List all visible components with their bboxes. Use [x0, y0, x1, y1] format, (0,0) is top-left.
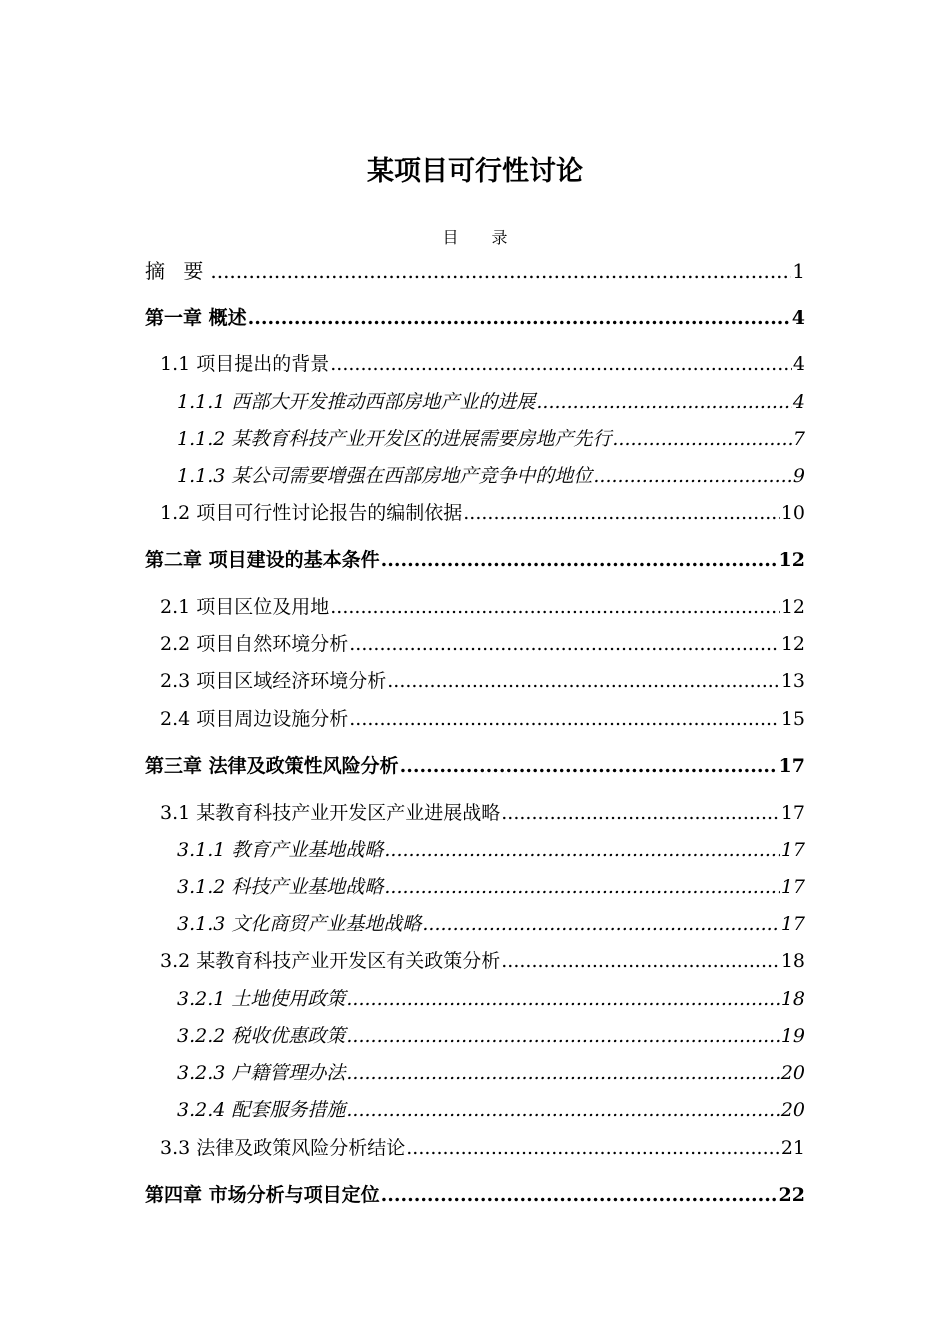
toc-entry-subsection[interactable]: 3.1.2 科技产业基地战略 ..... 17	[177, 872, 805, 902]
toc-entry-section[interactable]: 2.1 项目区位及用地 ..... 12	[160, 592, 805, 622]
toc-entry-chapter-1[interactable]: 第一章 概述 ..... 4	[145, 303, 805, 333]
dot-leader	[346, 1095, 779, 1125]
toc-entry-chapter-2[interactable]: 第二章 项目建设的基本条件 ..... 12	[145, 545, 805, 575]
dot-leader	[422, 909, 779, 939]
dot-leader	[384, 835, 779, 865]
toc-entry-subsection[interactable]: 1.1.1 西部大开发推动西部房地产业的进展 ..... 4	[177, 387, 805, 417]
toc-entry-section[interactable]: 2.2 项目自然环境分析 ..... 12	[160, 629, 805, 659]
dot-leader	[501, 798, 780, 828]
dot-leader	[384, 872, 779, 902]
toc-heading: 目 录	[442, 228, 522, 247]
toc-entry-section[interactable]: 1.2 项目可行性讨论报告的编制依据 ..... 10	[160, 498, 805, 528]
dot-leader	[330, 592, 780, 622]
toc-entry-subsection[interactable]: 3.2.3 户籍管理办法 ..... 20	[177, 1058, 805, 1088]
dot-leader	[381, 1180, 778, 1210]
toc-entry-chapter-3[interactable]: 第三章 法律及政策性风险分析 ..... 17	[145, 751, 805, 781]
dot-leader	[501, 946, 780, 976]
toc-entry-abstract[interactable]: 摘 要 ..... 1	[145, 256, 805, 286]
document-title: 某项目可行性讨论	[367, 156, 583, 187]
dot-leader	[381, 545, 778, 575]
toc-entry-subsection[interactable]: 3.2.2 税收优惠政策 ..... 19	[177, 1021, 805, 1051]
dot-leader	[346, 1058, 779, 1088]
toc-entry-subsection[interactable]: 3.1.3 文化商贸产业基地战略 ..... 17	[177, 909, 805, 939]
toc-entry-subsection[interactable]: 1.1.3 某公司需要增强在西部房地产竞争中的地位 ..... 9	[177, 461, 805, 491]
dot-leader	[210, 256, 791, 286]
dot-leader	[330, 349, 792, 379]
dot-leader	[349, 629, 780, 659]
toc-entry-section[interactable]: 2.4 项目周边设施分析 ..... 15	[160, 704, 805, 734]
dot-leader	[349, 704, 780, 734]
dot-leader	[400, 751, 778, 781]
dot-leader	[612, 424, 792, 454]
toc-entry-subsection[interactable]: 3.2.1 土地使用政策 ..... 18	[177, 984, 805, 1014]
toc-entry-subsection[interactable]: 1.1.2 某教育科技产业开发区的进展需要房地产先行 ..... 7	[177, 424, 805, 454]
dot-leader	[248, 303, 791, 333]
dot-leader	[593, 461, 792, 491]
dot-leader	[346, 1021, 779, 1051]
toc-entry-chapter-4[interactable]: 第四章 市场分析与项目定位 ..... 22	[145, 1180, 805, 1210]
dot-leader	[536, 387, 792, 417]
dot-leader	[346, 984, 779, 1014]
toc-entry-section[interactable]: 3.2 某教育科技产业开发区有关政策分析 ..... 18	[160, 946, 805, 976]
toc-entry-section[interactable]: 3.1 某教育科技产业开发区产业进展战略 ..... 17	[160, 798, 805, 828]
toc-entry-subsection[interactable]: 3.1.1 教育产业基地战略 ..... 17	[177, 835, 805, 865]
toc-entry-section[interactable]: 3.3 法律及政策风险分析结论 ..... 21	[160, 1133, 805, 1163]
dot-leader	[406, 1133, 780, 1163]
toc-entry-section[interactable]: 1.1 项目提出的背景 ..... 4	[160, 349, 805, 379]
toc-entry-section[interactable]: 2.3 项目区域经济环境分析 ..... 13	[160, 666, 805, 696]
toc-entry-subsection[interactable]: 3.2.4 配套服务措施 ..... 20	[177, 1095, 805, 1125]
dot-leader	[463, 498, 780, 528]
dot-leader	[387, 666, 780, 696]
